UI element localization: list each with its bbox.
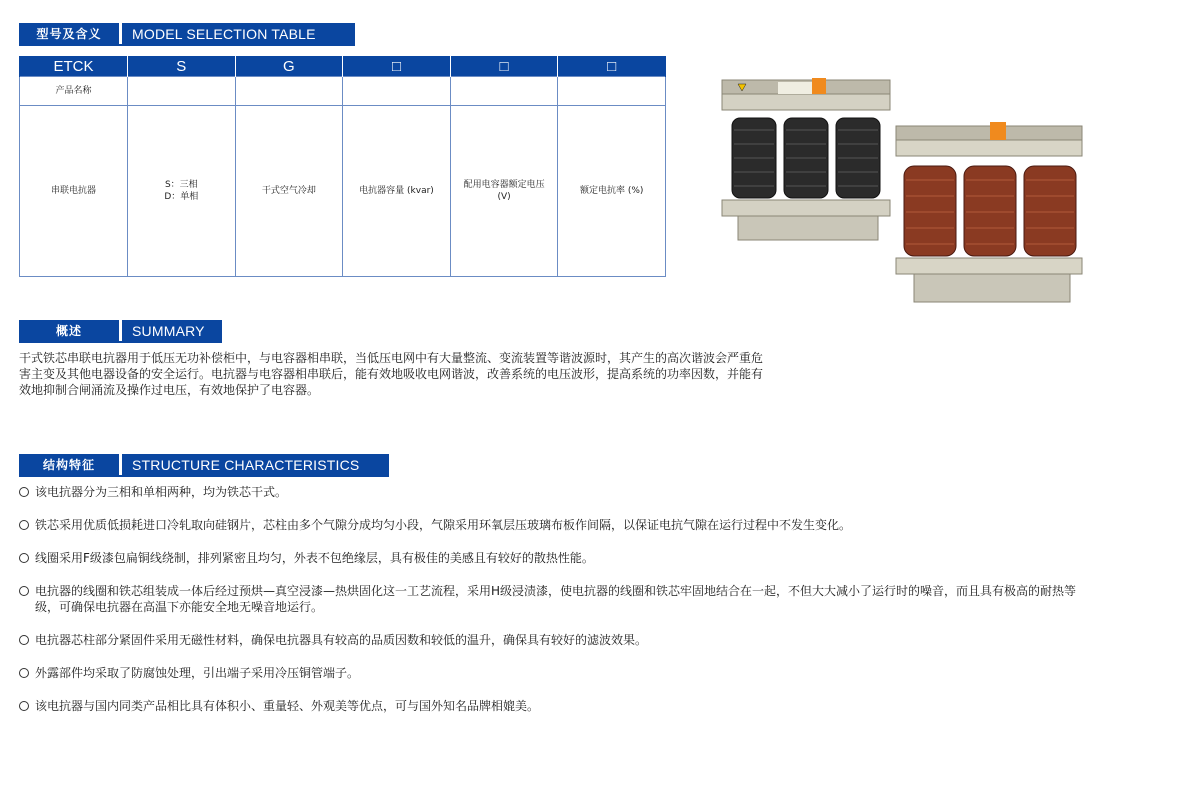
model-section-title-en: MODEL SELECTION TABLE [122,23,355,44]
circle-bullet-icon [19,668,29,678]
list-item [19,550,1079,566]
list-item-text: 电抗器的线圈和铁芯组装成一体后经过预烘—真空浸漆—热烘固化这一工艺流程，采用H级浸渍漆，使电抗器的线圈和铁芯牢固地结合在一起，不但大大减小了运行时的噪音，而且具有极高的耐热等级，可确保电抗器在高温下亦能安全地无噪音地运行。 [35,584,1077,614]
table-cell [343,77,451,106]
summary-paragraph: 干式铁芯串联电抗器用于低压无功补偿柜中，与电容器相串联，当低压电网中有大量整流、变流装置等谐波源时，其产生的高次谐波会严重危害主变及其他电器设备的安全运行。电抗器与电容器相串联后，能有效地吸收电网谐波，改善系统的电压波形，提高系统的功率因数，并能有效地抑制合闸涌流及操作过电压，有效地保护了电容器。 [19,351,764,397]
table-row [20,77,666,106]
circle-bullet-icon [19,701,29,711]
structure-list [19,484,1079,714]
list-item [19,517,1079,533]
table-cell [558,77,666,106]
table-header-cell: □ [343,56,451,77]
model-selection-table [19,56,666,277]
table-cell: 干式空气冷却 [235,106,343,277]
list-item [19,583,1079,615]
model-section-title-cn: 型号及含义 [19,23,119,44]
table-cell [128,77,236,106]
table-header-cell: ETCK [20,56,128,77]
table-header-row [20,56,666,77]
reactor-photo-brown [890,118,1090,306]
reactor-photo-dark [718,74,898,244]
circle-bullet-icon [19,635,29,645]
list-item [19,484,1079,500]
summary-title-cn: 概述 [19,320,119,341]
list-item [19,632,1079,648]
list-item-text: 该电抗器与国内同类产品相比具有体积小、重量轻、外观美等优点，可与国外知名品牌相媲美。 [35,699,540,713]
table-header-cell: □ [450,56,558,77]
table-header-cell: G [235,56,343,77]
table-cell: S：三相 D：单相 [128,106,236,277]
structure-section-header [19,454,389,477]
summary-section-header [19,320,222,343]
structure-title-cn: 结构特征 [19,454,119,475]
list-item-text: 外露部件均采取了防腐蚀处理，引出端子采用冷压铜管端子。 [35,666,360,680]
table-cell: 产品名称 [20,77,128,106]
circle-bullet-icon [19,520,29,530]
list-item-text: 电抗器芯柱部分紧固件采用无磁性材料，确保电抗器具有较高的品质因数和较低的温升，确保具有较好的滤波效果。 [35,633,648,647]
table-cell: 串联电抗器 [20,106,128,277]
list-item-text: 线圈采用F级漆包扁铜线绕制，排列紧密且均匀，外表不包绝缘层，具有极佳的美感且有较好的散热性能。 [35,551,594,565]
table-cell: 电抗器容量 (kvar) [343,106,451,277]
model-section-header [19,23,355,46]
table-row [20,106,666,277]
table-cell [450,77,558,106]
table-cell [235,77,343,106]
circle-bullet-icon [19,487,29,497]
structure-title-en: STRUCTURE CHARACTERISTICS [122,454,389,475]
list-item-text: 铁芯采用优质低损耗进口冷轧取向硅钢片，芯柱由多个气隙分成均匀小段，气隙采用环氧层压玻璃布板作间隔，以保证电抗气隙在运行过程中不发生变化。 [35,518,852,532]
list-item [19,665,1079,681]
circle-bullet-icon [19,586,29,596]
table-header-cell: S [128,56,236,77]
table-cell: 额定电抗率 (%) [558,106,666,277]
circle-bullet-icon [19,553,29,563]
list-item [19,698,1079,714]
table-header-cell: □ [558,56,666,77]
summary-title-en: SUMMARY [122,320,222,341]
table-cell: 配用电容器额定电压 (V) [450,106,558,277]
list-item-text: 该电抗器分为三相和单相两种，均为铁芯干式。 [35,485,288,499]
